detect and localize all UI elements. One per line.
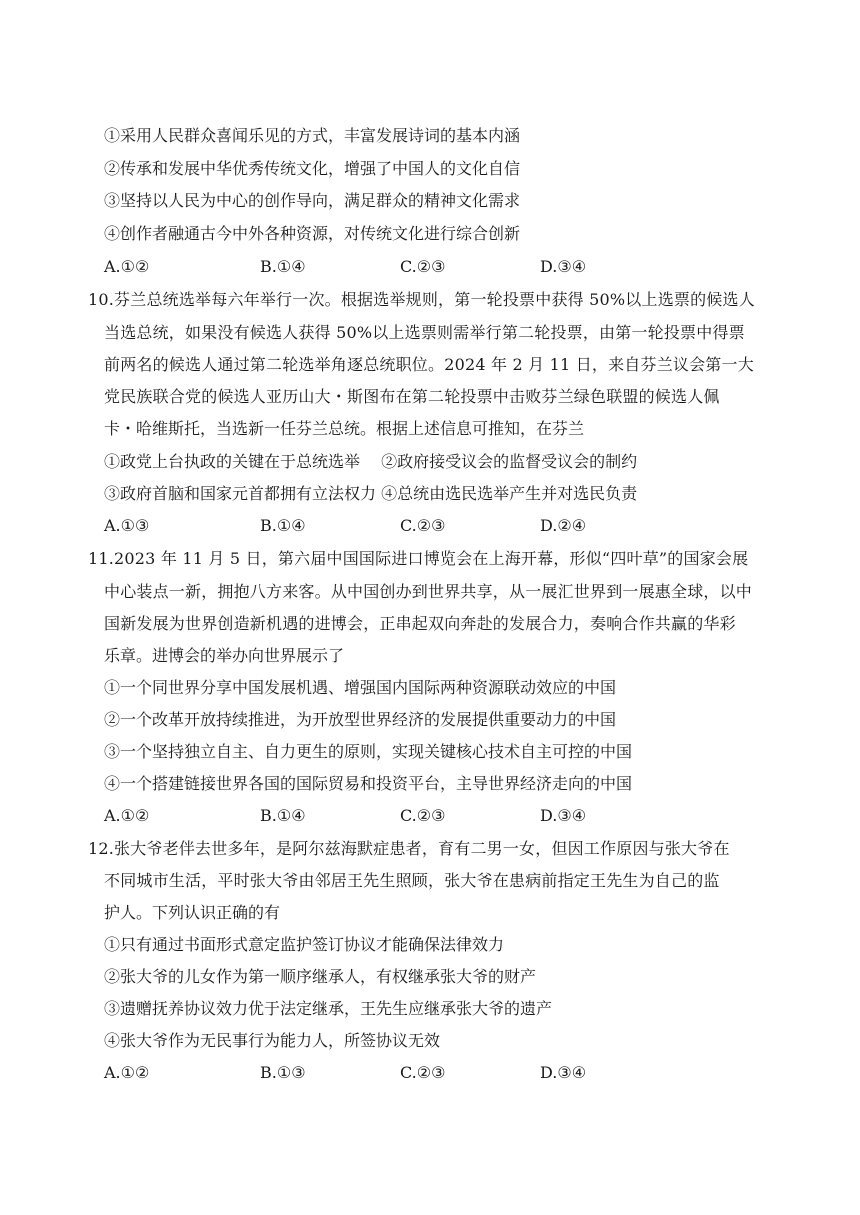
q9-option-b: B.①④ — [260, 257, 306, 276]
q10-stem-line-4: 党民族联合党的候选人亚历山大・斯图布在第二轮投票中击败芬兰绿色联盟的候选人佩 — [104, 387, 720, 406]
q10-stem-line-5: 卡・哈维斯托，当选新一任芬兰总统。根据上述信息可推知，在芬兰 — [104, 419, 585, 438]
q10-option-c: C.②③ — [400, 516, 446, 535]
q12-option-c: C.②③ — [400, 1063, 446, 1082]
q11-option-b: B.①④ — [260, 806, 306, 825]
q11-options — [104, 806, 704, 826]
q12-item-4: ④张大爷作为无民事行为能力人，所签协议无效 — [104, 1031, 441, 1050]
q9-item-1: ①采用人民群众喜闻乐见的方式，丰富发展诗词的基本内涵 — [104, 126, 521, 145]
q9-option-a: A.①② — [104, 257, 150, 276]
q10-option-a: A.①③ — [104, 516, 150, 535]
q10-stem-line-1: 10.芬兰总统选举每六年举行一次。根据选举规则，第一轮投票中获得 50%以上选票的候选人 — [88, 290, 755, 309]
q12-option-a: A.①② — [104, 1063, 150, 1082]
q9-option-d: D.③④ — [540, 257, 587, 276]
q11-stem-line-1: 11.2023 年 11 月 5 日，第六届中国国际进口博览会在上海开幕，形似“四叶草”的国家会展 — [88, 549, 749, 568]
q12-item-1: ①只有通过书面形式意定监护签订协议才能确保法律效力 — [104, 935, 505, 954]
q12-stem-line-2: 不同城市生活，平时张大爷由邻居王先生照顾，张大爷在患病前指定王先生为自己的监 — [104, 871, 720, 890]
q9-item-3: ③坚持以人民为中心的创作导向，满足群众的精神文化需求 — [104, 191, 521, 210]
q12-item-3: ③遗赠抚养协议效力优于法定继承，王先生应继承张大爷的遗产 — [104, 999, 553, 1018]
q9-item-2: ②传承和发展中华优秀传统文化，增强了中国人的文化自信 — [104, 159, 521, 178]
q10-item-row-1: ①政党上台执政的关键在于总统选举 ②政府接受议会的监督受议会的制约 — [104, 452, 638, 471]
q11-stem-line-2: 中心装点一新，拥抱八方来客。从中国创办到世界共享，从一展汇世界到一展惠全球，以中 — [104, 582, 753, 601]
q10-item-row-2: ③政府首脑和国家元首都拥有立法权力 ④总统由选民选举产生并对选民负责 — [104, 484, 638, 503]
q11-item-1: ①一个同世界分享中国发展机遇、增强国内国际两种资源联动效应的中国 — [104, 678, 617, 697]
q9-option-c: C.②③ — [400, 257, 446, 276]
q9-options — [104, 257, 704, 277]
q11-stem-line-4: 乐章。进博会的举办向世界展示了 — [104, 646, 345, 665]
q11-stem-line-3: 国新发展为世界创造新机遇的进博会，正串起双向奔赴的发展合力，奏响合作共赢的华彩 — [104, 614, 736, 633]
q12-option-d: D.③④ — [540, 1063, 587, 1082]
q11-item-3: ③一个坚持独立自主、自力更生的原则，实现关键核心技术自主可控的中国 — [104, 742, 633, 761]
q10-option-d: D.②④ — [540, 516, 587, 535]
q10-option-b: B.①④ — [260, 516, 306, 535]
q11-option-a: A.①② — [104, 806, 150, 825]
q11-option-c: C.②③ — [400, 806, 446, 825]
q10-options — [104, 516, 704, 536]
q11-item-4: ④一个搭建链接世界各国的国际贸易和投资平台，主导世界经济走向的中国 — [104, 774, 633, 793]
q10-stem-line-2: 当选总统，如果没有候选人获得 50%以上选票则需举行第二轮投票，由第一轮投票中得票 — [104, 323, 745, 342]
q11-item-2: ②一个改革开放持续推进，为开放型世界经济的发展提供重要动力的中国 — [104, 710, 617, 729]
q12-option-b: B.①③ — [260, 1063, 306, 1082]
q9-item-4: ④创作者融通古今中外各种资源，对传统文化进行综合创新 — [104, 224, 521, 243]
q12-stem-line-1: 12.张大爷老伴去世多年，是阿尔兹海默症患者，育有二男一女，但因工作原因与张大爷在 — [88, 839, 730, 858]
q12-options — [104, 1063, 704, 1083]
q11-option-d: D.③④ — [540, 806, 587, 825]
q12-stem-line-3: 护人。下列认识正确的有 — [104, 903, 281, 922]
q12-item-2: ②张大爷的儿女作为第一顺序继承人，有权继承张大爷的财产 — [104, 967, 537, 986]
q10-stem-line-3: 前两名的候选人通过第二轮选举角逐总统职位。2024 年 2 月 11 日，来自芬兰议会第一大 — [104, 355, 754, 374]
